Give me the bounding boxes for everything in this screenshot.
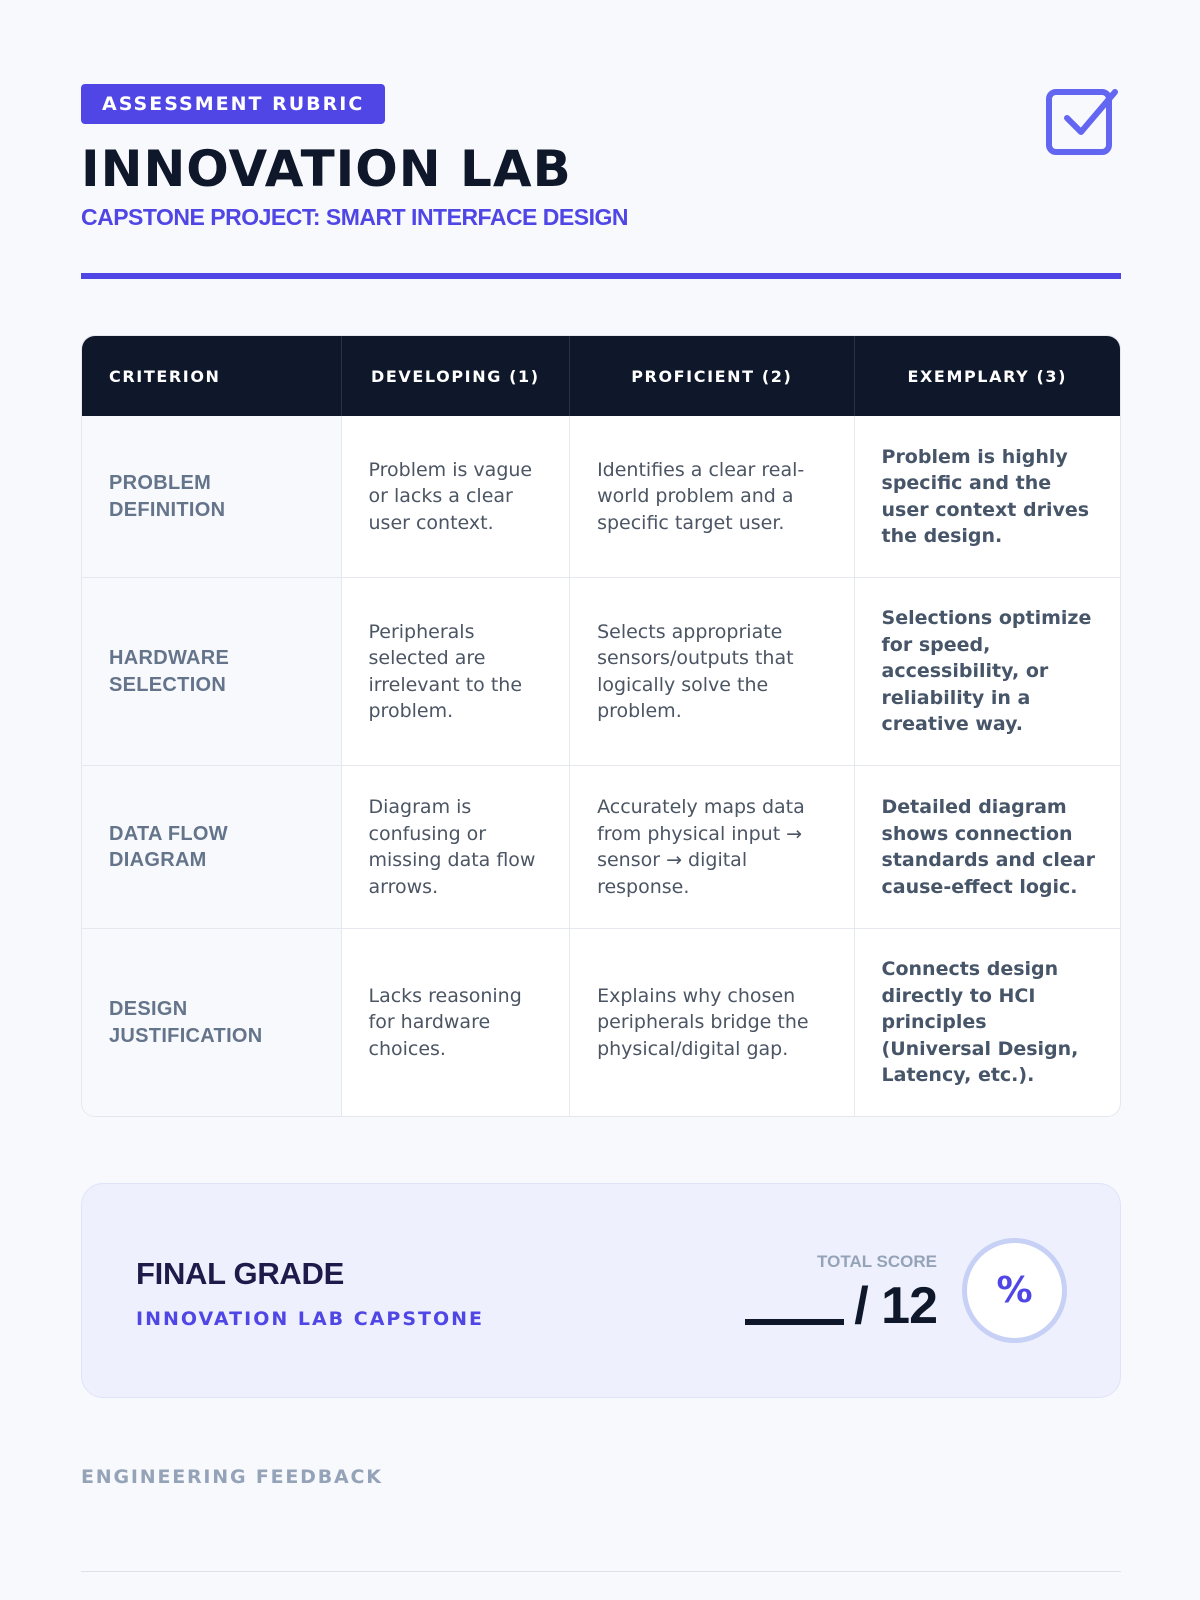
exemplary-cell: Selections optimize for speed, accessibility, or reliability in a creative way. [881, 607, 1092, 736]
percent-icon: % [996, 1270, 1033, 1311]
assessment-badge: ASSESSMENT RUBRIC [81, 84, 385, 124]
table-header [82, 336, 1120, 416]
header-divider [81, 273, 1121, 279]
exemplary-cell: Problem is highly specific and the user context drives the design. [881, 445, 1090, 547]
feedback-writing-line[interactable] [81, 1571, 1121, 1572]
criterion-cell: HARDWARE SELECTION [82, 578, 342, 765]
table-row [82, 416, 1120, 577]
proficient-cell: Accurately maps data from physical input → sensor → digital response. [570, 766, 854, 928]
column-header-proficient: PROFICIENT (2) [570, 336, 854, 416]
criterion-cell: DATA FLOW DIAGRAM [82, 766, 342, 928]
table-row [82, 577, 1120, 765]
exemplary-cell: Connects design directly to HCI principles (Universal Design, Latency, etc.). [881, 958, 1079, 1087]
criterion-cell: DESIGN JUSTIFICATION [82, 929, 342, 1116]
column-header-developing: DEVELOPING (1) [342, 336, 571, 416]
final-grade-subtitle: INNOVATION LAB CAPSTONE [136, 1308, 485, 1330]
column-header-exemplary: EXEMPLARY (3) [907, 366, 1068, 386]
rubric-page [81, 0, 1121, 1600]
criterion-cell: PROBLEM DEFINITION [82, 416, 342, 577]
score-blank-line[interactable] [745, 1319, 844, 1325]
percent-circle [962, 1238, 1067, 1343]
developing-cell: Diagram is confusing or missing data flow arrows. [342, 766, 571, 928]
page-subtitle: CAPSTONE PROJECT: SMART INTERFACE DESIGN [81, 204, 628, 230]
proficient-cell: Explains why chosen peripherals bridge the physical/digital gap. [570, 929, 854, 1116]
developing-cell: Lacks reasoning for hardware choices. [342, 929, 571, 1116]
feedback-label: ENGINEERING FEEDBACK [81, 1466, 383, 1488]
final-grade-card [81, 1183, 1121, 1398]
developing-cell: Peripherals selected are irrelevant to the problem. [342, 578, 571, 765]
final-grade-title: FINAL GRADE [136, 1256, 344, 1291]
table-row [82, 928, 1120, 1116]
proficient-cell: Selects appropriate sensors/outputs that logically solve the problem. [570, 578, 854, 765]
table-row [82, 765, 1120, 928]
column-header-criterion: CRITERION [82, 336, 342, 416]
score-max: / 12 [854, 1277, 937, 1335]
exemplary-cell: Detailed diagram shows connection standards and clear cause-effect logic. [881, 796, 1095, 898]
rubric-table [81, 335, 1121, 1117]
developing-cell: Problem is vague or lacks a clear user context. [342, 416, 571, 577]
checkbox-checked-icon [1045, 84, 1119, 158]
page-title: INNOVATION LAB [81, 140, 572, 198]
proficient-cell: Identifies a clear real-world problem and a specific target user. [570, 416, 854, 577]
total-score-label: TOTAL SCORE [817, 1252, 937, 1271]
total-score [745, 1276, 937, 1336]
